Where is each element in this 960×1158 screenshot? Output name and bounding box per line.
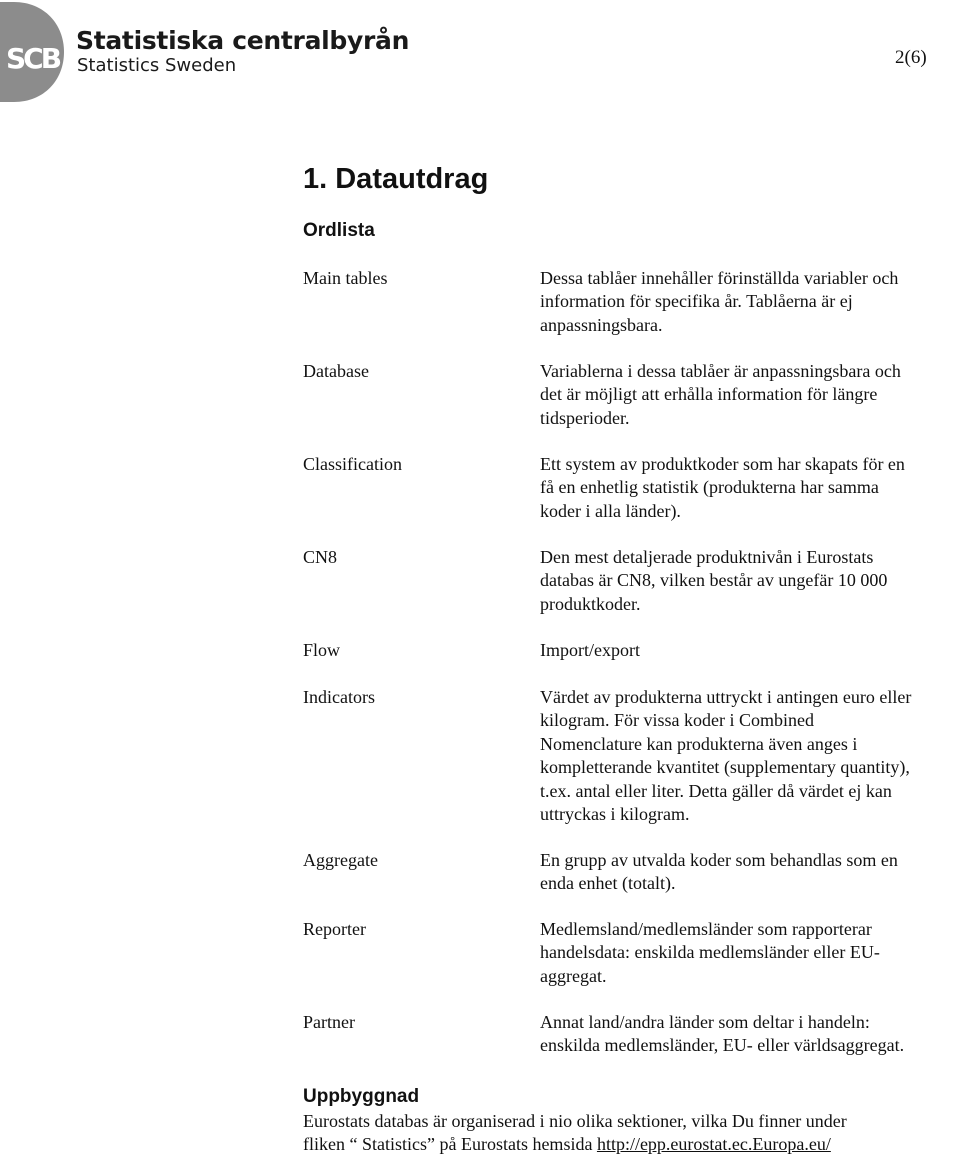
- glossary-term: Aggregate: [303, 850, 378, 870]
- structure-line: Eurostats databas är organiserad i nio olika sektioner, vilka Du finner under: [303, 1111, 847, 1131]
- glossary-term: Database: [303, 361, 369, 381]
- definition-line: tidsperioder.: [540, 407, 630, 428]
- eurostat-link[interactable]: http://epp.eurostat.ec.Europa.eu/: [596, 1134, 831, 1155]
- glossary-term: Main tables: [303, 268, 388, 288]
- glossary-heading: Ordlista: [303, 220, 375, 241]
- glossary-term: Indicators: [303, 687, 375, 707]
- definition-line: handelsdata: enskilda medlemsländer eller EU-: [540, 942, 880, 963]
- structure-heading: Uppbyggnad: [303, 1086, 420, 1107]
- svg-text:SCB: SCB: [6, 42, 60, 75]
- definition-line: t.ex. antal eller liter. Detta gäller då värdet ej kan: [540, 780, 892, 801]
- glossary-term: Classification: [303, 454, 402, 474]
- definition-line: det är möjligt att erhålla information för längre: [540, 384, 878, 405]
- definition-line: produktkoder.: [540, 593, 641, 614]
- glossary-definition: [540, 1011, 960, 1058]
- definition-line: koder i alla länder).: [540, 500, 681, 521]
- logo-name: Statistiska centralbyrån: [76, 26, 410, 55]
- definition-line: Nomenclature kan produkterna även anges i: [540, 733, 858, 754]
- structure-line: [303, 1133, 847, 1156]
- definition-line: En grupp av utvalda koder som behandlas som en: [540, 850, 898, 870]
- structure-text: [303, 1110, 847, 1157]
- definition-line: databas är CN8, vilken består av ungefär 10 000: [540, 570, 888, 591]
- definition-line: Dessa tablåer innehåller förinställda variabler och: [540, 268, 899, 288]
- glossary-term: Flow: [303, 640, 341, 660]
- glossary-definition: [540, 453, 960, 523]
- definition-line: uttryckas i kilogram.: [540, 804, 690, 825]
- definition-line: kilogram. För vissa koder i Combined: [540, 710, 814, 731]
- glossary-definition: [540, 267, 960, 337]
- section-title: 1. Datautdrag: [303, 163, 489, 195]
- definition-line: enskilda medlemsländer, EU- eller världsaggregat.: [540, 1035, 905, 1056]
- definition-line: information för specifika år. Tablåerna är ej: [540, 291, 853, 312]
- page-number: 2(6): [895, 47, 927, 68]
- scb-logo-icon: [0, 2, 64, 102]
- definition-line: Värdet av produkterna uttryckt i antingen euro eller: [540, 687, 912, 707]
- definition-line: Ett system av produktkoder som har skapats för en: [540, 454, 905, 474]
- definition-line: enda enhet (totalt).: [540, 873, 676, 894]
- glossary-definition: [540, 639, 960, 662]
- definition-line: Medlemsland/medlemsländer som rapporterar: [540, 919, 872, 939]
- scb-logo: [0, 0, 420, 106]
- definition-line: aggregat.: [540, 965, 607, 986]
- definition-line: Den mest detaljerade produktnivån i Eurostats: [540, 547, 874, 567]
- glossary-definition: [540, 918, 960, 988]
- glossary-definition: [540, 849, 960, 896]
- glossary-definition: [540, 360, 960, 430]
- definition-line: kompletterande kvantitet (supplementary quantity),: [540, 757, 910, 778]
- glossary-term: CN8: [303, 547, 338, 567]
- logo-subtitle: Statistics Sweden: [77, 55, 237, 76]
- structure-line-text: fliken “ Statistics” på Eurostats hemsida: [303, 1134, 597, 1155]
- definition-line: Variablerna i dessa tablåer är anpassningsbara och: [540, 361, 901, 381]
- glossary-definition: [540, 686, 960, 826]
- definition-line: få en enhetlig statistik (produkterna har samma: [540, 477, 879, 498]
- definition-line: Import/export: [540, 640, 640, 660]
- definition-line: anpassningsbara.: [540, 314, 663, 335]
- definition-line: Annat land/andra länder som deltar i handeln:: [540, 1012, 870, 1032]
- glossary-definition: [540, 546, 960, 616]
- glossary-term: Reporter: [303, 919, 366, 939]
- glossary-term: Partner: [303, 1012, 355, 1032]
